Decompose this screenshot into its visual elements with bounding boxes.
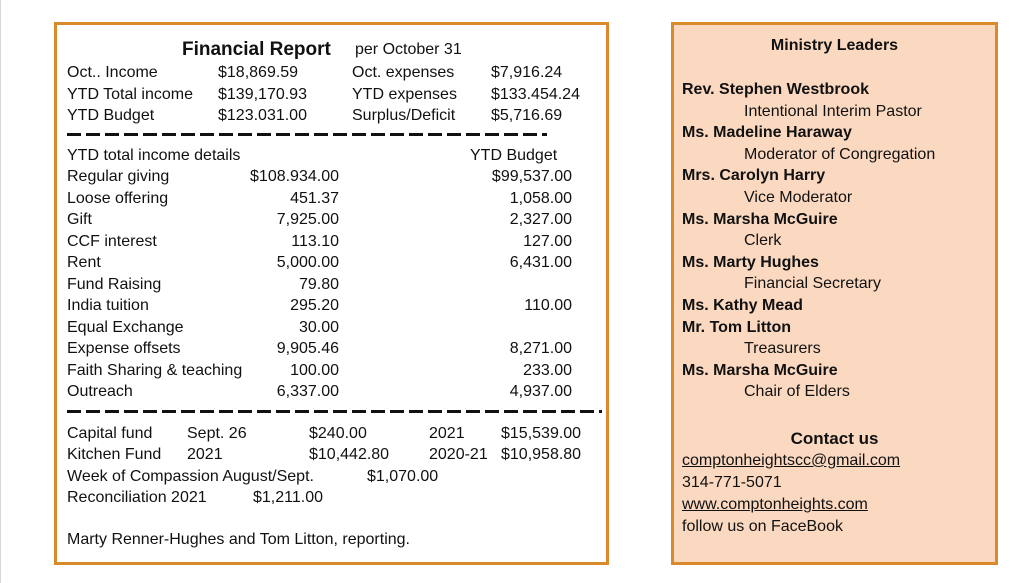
summary-row bbox=[65, 84, 598, 106]
summary-label: YTD expenses bbox=[352, 85, 457, 103]
contact-title: Contact us bbox=[790, 429, 879, 448]
details-label: Fund Raising bbox=[67, 275, 162, 293]
leader-role: Chair of Elders bbox=[744, 383, 850, 401]
summary-label: Surplus/Deficit bbox=[352, 107, 456, 124]
page-edge bbox=[0, 0, 1, 583]
details-amount: 6,337.00 bbox=[276, 383, 339, 400]
details-label: Gift bbox=[67, 211, 92, 228]
details-row bbox=[65, 381, 598, 403]
details-amount: 100.00 bbox=[290, 361, 339, 379]
details-budget: 8,271.00 bbox=[509, 340, 572, 357]
summary-value: $7,916.24 bbox=[491, 64, 563, 81]
details-amount: 79.80 bbox=[298, 275, 339, 293]
capital-fund-year-amount: $15,539.00 bbox=[501, 424, 582, 442]
dashed-divider bbox=[67, 133, 547, 136]
summary-label: YTD Total income bbox=[67, 85, 193, 103]
details-row bbox=[65, 317, 598, 339]
capital-fund-amount: $240.00 bbox=[309, 424, 367, 442]
leader-role: Financial Secretary bbox=[744, 275, 881, 293]
details-budget: 6,431.00 bbox=[509, 254, 572, 271]
summary-label: YTD Budget bbox=[67, 107, 155, 124]
details-row bbox=[65, 295, 598, 317]
kitchen-fund-row bbox=[65, 444, 598, 466]
leader-name: Rev. Stephen Westbrook bbox=[682, 81, 869, 98]
report-subtitle: per October 31 bbox=[355, 41, 462, 58]
details-row bbox=[65, 274, 598, 296]
leader-name: Ms. Marty Hughes bbox=[682, 253, 819, 271]
details-row bbox=[65, 166, 598, 188]
details-label: Regular giving bbox=[67, 168, 170, 185]
contact-website-link[interactable]: www.comptonheights.com bbox=[682, 496, 868, 513]
compassion-row bbox=[65, 466, 598, 488]
details-budget: 110.00 bbox=[524, 297, 572, 314]
compassion-amount: $1,070.00 bbox=[367, 467, 439, 485]
summary-value: $133.454.24 bbox=[491, 85, 580, 103]
leader-name: Ms. Madeline Haraway bbox=[682, 124, 852, 142]
details-label: Equal Exchange bbox=[67, 318, 184, 336]
details-label: Rent bbox=[67, 254, 101, 271]
summary-value: $5,716.69 bbox=[491, 107, 563, 124]
financial-report bbox=[65, 38, 598, 550]
details-row bbox=[65, 209, 598, 231]
details-budget: 4,937.00 bbox=[509, 383, 572, 400]
details-header bbox=[65, 145, 598, 167]
reconciliation-label: Reconciliation 2021 bbox=[67, 489, 207, 506]
details-amount: $108.934.00 bbox=[250, 168, 339, 185]
leader-name: Ms. Kathy Mead bbox=[682, 297, 803, 314]
leader-role: Vice Moderator bbox=[744, 189, 853, 206]
details-row bbox=[65, 231, 598, 253]
kitchen-fund-year: 2021 bbox=[187, 446, 223, 463]
details-amount: 30.00 bbox=[298, 318, 339, 336]
kitchen-fund-period-amount: $10,958.80 bbox=[501, 446, 582, 463]
summary-value: $139,170.93 bbox=[218, 85, 307, 103]
contact-email-link[interactable]: comptonheightscc@gmail.com bbox=[682, 452, 901, 469]
details-budget: 2,327.00 bbox=[509, 211, 572, 228]
leader-name: Ms. Marsha McGuire bbox=[682, 210, 838, 228]
leader-role: Moderator of Congregation bbox=[744, 145, 936, 163]
details-label: Expense offsets bbox=[67, 340, 181, 357]
details-row bbox=[65, 188, 598, 210]
capital-fund-year: 2021 bbox=[429, 424, 465, 442]
reporting-line: Marty Renner-Hughes and Tom Litton, reporting. bbox=[67, 530, 410, 548]
details-label: Loose offering bbox=[67, 189, 169, 207]
details-label: India tuition bbox=[67, 297, 149, 314]
ministry-leaders-box bbox=[671, 22, 998, 565]
leader-role: Intentional Interim Pastor bbox=[744, 102, 922, 120]
details-label: Outreach bbox=[67, 383, 133, 400]
summary-label: Oct.. Income bbox=[67, 64, 158, 81]
details-list bbox=[65, 166, 598, 403]
leader-role: Clerk bbox=[744, 232, 782, 250]
summary-value: $18,869.59 bbox=[218, 64, 299, 81]
details-amount: 113.10 bbox=[291, 232, 339, 250]
details-row bbox=[65, 338, 598, 360]
details-label: Faith Sharing & teaching bbox=[67, 361, 243, 379]
capital-fund-row bbox=[65, 423, 598, 445]
details-row bbox=[65, 360, 598, 382]
capital-fund-date: Sept. 26 bbox=[187, 424, 247, 442]
details-amount: 7,925.00 bbox=[276, 211, 339, 228]
leader-name: Ms. Marsha McGuire bbox=[682, 361, 838, 379]
details-budget: 127.00 bbox=[523, 232, 572, 250]
leader-name: Mrs. Carolyn Harry bbox=[682, 167, 826, 185]
financial-report-box bbox=[54, 22, 609, 565]
reconciliation-row bbox=[65, 487, 598, 509]
details-header-budget: YTD Budget bbox=[470, 146, 558, 164]
capital-fund-label: Capital fund bbox=[67, 424, 153, 442]
summary-row bbox=[65, 105, 598, 127]
leader-name: Mr. Tom Litton bbox=[682, 318, 792, 336]
summary-row bbox=[65, 62, 598, 84]
summary-value: $123.031.00 bbox=[218, 107, 307, 124]
details-row bbox=[65, 252, 598, 274]
details-amount: 295.20 bbox=[290, 297, 339, 314]
details-header-label: YTD total income details bbox=[67, 146, 241, 164]
details-amount: 9,905.46 bbox=[276, 340, 339, 357]
report-title: Financial Report bbox=[182, 39, 331, 60]
reporting-row bbox=[65, 529, 598, 551]
kitchen-fund-period: 2020-21 bbox=[429, 446, 488, 463]
details-label: CCF interest bbox=[67, 232, 157, 250]
dashed-divider bbox=[67, 410, 602, 413]
contact-social: follow us on FaceBook bbox=[682, 518, 843, 535]
compassion-label: Week of Compassion August/Sept. bbox=[67, 467, 314, 485]
ministry-title: Ministry Leaders bbox=[770, 37, 899, 54]
summary-label: Oct. expenses bbox=[352, 64, 455, 81]
contact-phone: 314-771-5071 bbox=[682, 474, 782, 491]
details-budget: $99,537.00 bbox=[491, 168, 572, 185]
details-budget: 1,058.00 bbox=[509, 189, 572, 207]
kitchen-fund-label: Kitchen Fund bbox=[67, 446, 162, 463]
leader-role: Treasurers bbox=[744, 340, 821, 358]
kitchen-fund-amount: $10,442.80 bbox=[309, 446, 390, 463]
details-budget: 233.00 bbox=[523, 361, 572, 379]
details-amount: 451.37 bbox=[290, 189, 339, 207]
reconciliation-amount: $1,211.00 bbox=[253, 489, 323, 506]
details-amount: 5,000.00 bbox=[276, 254, 339, 271]
